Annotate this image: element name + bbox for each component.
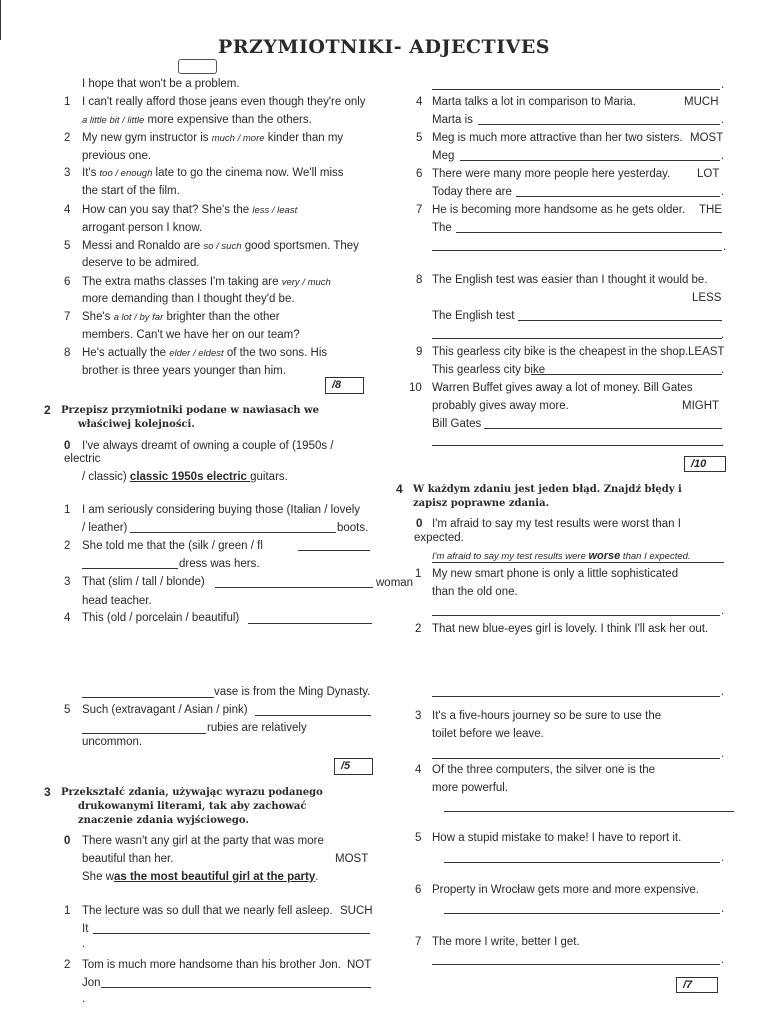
ex3-line: Today there are bbox=[432, 186, 512, 198]
answer-line[interactable] bbox=[432, 89, 720, 90]
ex3-key: MUCH bbox=[684, 96, 719, 108]
ex2-num-5: 5 bbox=[64, 704, 71, 716]
ex4-line: Of the three computers, the silver one is the bbox=[432, 764, 656, 776]
answer-line[interactable] bbox=[432, 338, 722, 339]
ex1-num-4: 4 bbox=[64, 204, 71, 216]
ex4-example-answer: I'm afraid to say my test results were worse than I expected. bbox=[432, 550, 691, 562]
answer-line[interactable] bbox=[444, 862, 720, 863]
ex1-num-1: 1 bbox=[64, 96, 71, 108]
ex2-example-line: I've always dreamt of owning a couple of (1950s / bbox=[82, 440, 334, 452]
ex3-num-2: 2 bbox=[64, 959, 71, 971]
ex1-line: the start of the film. bbox=[82, 185, 180, 197]
ex4-num-5: 5 bbox=[415, 832, 422, 844]
ex1-line: It's too / enough late to go the cinema now. We'll miss bbox=[82, 167, 344, 179]
answer-line[interactable] bbox=[432, 615, 720, 616]
ex3-example-key: MOST bbox=[335, 853, 369, 865]
ex1-line: The extra maths classes I'm taking are very / much bbox=[82, 276, 331, 288]
ex1-num-8: 8 bbox=[64, 347, 71, 359]
ex1-line: a little bit / little more expensive than the others. bbox=[82, 114, 312, 126]
ex3-num-10: 10 bbox=[409, 382, 422, 394]
ex3-line: This gearless city bike bbox=[432, 364, 546, 376]
ex2-num-2: 2 bbox=[64, 540, 71, 552]
ex2-number: 2 bbox=[44, 403, 51, 417]
ex3-line: The lecture was so dull that we nearly fell asleep. bbox=[82, 905, 333, 917]
ex3-key: LEAST bbox=[688, 346, 725, 358]
ex4-num-6: 6 bbox=[415, 884, 422, 896]
answer-line[interactable] bbox=[432, 445, 722, 446]
ex4-line: than the old one. bbox=[432, 586, 518, 598]
ex4-num-4: 4 bbox=[415, 764, 422, 776]
answer-line[interactable] bbox=[130, 532, 336, 533]
answer-line[interactable] bbox=[255, 715, 371, 716]
answer-line[interactable] bbox=[93, 933, 370, 934]
ex3-example-line: She was the most beautiful girl at the party. bbox=[82, 871, 319, 883]
answer-line[interactable] bbox=[298, 550, 370, 551]
ex2-line: / leather) bbox=[82, 522, 128, 534]
ex3-end: . bbox=[721, 114, 725, 126]
ex2-num-1: 1 bbox=[64, 504, 71, 516]
ex4-line: My new smart phone is only a little sophisticated bbox=[432, 568, 679, 580]
ex1-num-6: 6 bbox=[64, 276, 71, 288]
ex3-example-line: There wasn't any girl at the party that was more bbox=[82, 835, 324, 847]
ex2-line: She told me that the (silk / green / fl bbox=[82, 540, 263, 552]
answer-line[interactable] bbox=[444, 811, 734, 812]
ex3-line: probably gives away more. bbox=[432, 400, 569, 412]
ex3-example-num: 0 bbox=[64, 835, 71, 847]
ex2-line: boots. bbox=[337, 522, 369, 534]
ex1-choice[interactable]: less / least bbox=[252, 205, 298, 216]
ex3-end: . bbox=[721, 186, 725, 198]
ex4-line: toilet before we leave. bbox=[432, 728, 544, 740]
ex3-end: . bbox=[721, 364, 725, 376]
ex4-end: . bbox=[721, 605, 725, 617]
ex1-line: He's actually the elder / eldest of the two sons. His bbox=[82, 347, 328, 359]
ex2-instruction: właściwej kolejności. bbox=[78, 419, 195, 430]
ex3-end: . bbox=[82, 938, 86, 950]
ex1-line: arrogant person I know. bbox=[82, 222, 203, 234]
ex3-end: . bbox=[723, 241, 727, 253]
ex1-choice[interactable]: so / such bbox=[203, 241, 242, 252]
ex4-line: It's a five-hours journey so be sure to use the bbox=[432, 710, 662, 722]
blank-box bbox=[178, 59, 217, 74]
answer-line[interactable] bbox=[432, 696, 720, 697]
ex2-example-answer: classic 1950s electric bbox=[129, 471, 251, 483]
ex3-line: The bbox=[432, 222, 452, 234]
ex1-line: How can you say that? She's the less / least bbox=[82, 204, 298, 216]
ex3-num-6: 6 bbox=[416, 168, 423, 180]
ex3-line: Jon bbox=[82, 977, 101, 989]
ex1-line: members. Can't we have her on our team? bbox=[82, 329, 300, 341]
ex3-end: . bbox=[82, 993, 86, 1005]
answer-line[interactable] bbox=[432, 964, 720, 965]
answer-line[interactable] bbox=[484, 428, 722, 429]
answer-line[interactable] bbox=[82, 697, 214, 698]
page-title: PRZYMIOTNIKI- ADJECTIVES bbox=[217, 36, 551, 58]
answer-line[interactable] bbox=[432, 758, 720, 759]
answer-line[interactable] bbox=[82, 733, 206, 734]
ex4-number: 4 bbox=[396, 482, 403, 496]
ex3-num-5: 5 bbox=[416, 132, 423, 144]
answer-line bbox=[432, 562, 724, 563]
answer-line[interactable] bbox=[478, 124, 720, 125]
ex1-num-3: 3 bbox=[64, 167, 71, 179]
ex3-num-8: 8 bbox=[416, 274, 423, 286]
ex4-line: Property in Wrocław gets more and more expensive. bbox=[432, 884, 699, 896]
ex2-line: vase is from the Ming Dynasty. bbox=[214, 686, 371, 698]
ex2-num-4: 4 bbox=[64, 612, 71, 624]
ex4-example-num: 0 bbox=[416, 518, 423, 530]
ex1-line: She's a lot / by far brighter than the other bbox=[82, 311, 280, 323]
ex2-example-num: 0 bbox=[64, 440, 71, 452]
ex3-num-1: 1 bbox=[64, 905, 71, 917]
ex3-key: SUCH bbox=[340, 905, 373, 917]
ex3-key: MIGHT bbox=[682, 400, 720, 412]
ex3-line: Marta talks a lot in comparison to Maria. bbox=[432, 96, 636, 108]
ex4-num-1: 1 bbox=[415, 568, 422, 580]
ex2-score-box: /5 bbox=[334, 758, 373, 775]
ex1-line: Messi and Ronaldo are so / such good sportsmen. They bbox=[82, 240, 359, 252]
ex2-line: head teacher. bbox=[82, 595, 152, 607]
ex3-end: . bbox=[721, 437, 725, 449]
ex4-line: more powerful. bbox=[432, 782, 509, 794]
ex1-num-5: 5 bbox=[64, 240, 71, 252]
ex4-end: . bbox=[721, 954, 725, 966]
ex3-line: The English test bbox=[432, 310, 515, 322]
ex3-line: Warren Buffet gives away a lot of money. Bill Gates bbox=[432, 382, 693, 394]
ex3-score-box: /10 bbox=[684, 456, 726, 472]
ex2-line: That (slim / tall / blonde) bbox=[82, 576, 205, 588]
ex3-instruction: drukowanymi literami, tak aby zachować bbox=[78, 801, 307, 812]
ex4-line: The more I write, better I get. bbox=[432, 936, 580, 948]
ex2-num-3: 3 bbox=[64, 576, 71, 588]
ex2-line: woman bbox=[376, 577, 414, 589]
ex3-key: LESS bbox=[692, 292, 722, 304]
ex3-line: Marta is bbox=[432, 114, 473, 126]
answer-line[interactable] bbox=[101, 987, 371, 988]
answer-line[interactable] bbox=[444, 913, 720, 914]
ex1-choice[interactable]: very / much bbox=[281, 277, 331, 288]
ex3-instruction: Przekształć zdania, używając wyrazu podanego bbox=[61, 787, 323, 798]
ex2-example-line: / classic) classic 1950s electric guitars. bbox=[82, 471, 288, 483]
ex2-line: rubies are relatively bbox=[207, 722, 307, 734]
ex3-num-9: 9 bbox=[416, 346, 423, 358]
ex2-line: dress was hers. bbox=[179, 558, 260, 570]
answer-line[interactable] bbox=[215, 587, 373, 588]
ex4-num-3: 3 bbox=[415, 710, 422, 722]
answer-line[interactable] bbox=[456, 232, 722, 233]
ex4-end: . bbox=[721, 686, 725, 698]
ex3-instruction: znaczenie zdania wyjściowego. bbox=[78, 815, 249, 826]
answer-line[interactable] bbox=[248, 623, 372, 624]
answer-line[interactable] bbox=[516, 196, 720, 197]
page-binding-mark bbox=[0, 0, 4, 40]
ex1-num-2: 2 bbox=[64, 132, 71, 144]
ex1-choice[interactable]: a little bit / little bbox=[82, 115, 145, 126]
ex2-line: Such (extravagant / Asian / pink) bbox=[82, 704, 248, 716]
ex4-line: That new blue-eyes girl is lovely. I think I'll ask her out. bbox=[432, 623, 709, 635]
ex3-line: The English test was easier than I thought it would be. bbox=[432, 274, 708, 286]
ex1-example: I hope that won't be a problem. bbox=[82, 78, 240, 90]
ex2-line: I am seriously considering buying those (Italian / lovely bbox=[82, 504, 361, 516]
ex4-line: How a stupid mistake to make! I have to report it. bbox=[432, 832, 682, 844]
ex2-instruction: Przepisz przymiotniki podane w nawiasach we bbox=[61, 405, 320, 416]
ex2-example-line: electric bbox=[64, 453, 101, 465]
ex1-line: brother is three years younger than him. bbox=[82, 365, 286, 377]
ex1-choice[interactable]: a lot / by far bbox=[113, 312, 164, 323]
ex3-line: Meg bbox=[432, 150, 455, 162]
ex3-end: . bbox=[721, 79, 725, 91]
ex3-line: He is becoming more handsome as he gets older. bbox=[432, 204, 686, 216]
ex3-example-line: beautiful than her. bbox=[82, 853, 174, 865]
ex3-line: This gearless city bike is the cheapest in the shop. bbox=[432, 346, 689, 358]
ex3-line: Tom is much more handsome than his brother Jon. bbox=[82, 959, 341, 971]
answer-line[interactable] bbox=[531, 374, 722, 375]
ex4-instruction: zapisz poprawne zdania. bbox=[413, 498, 550, 509]
ex3-key: NOT bbox=[347, 959, 372, 971]
ex3-line: Meg is much more attractive than her two sisters. bbox=[432, 132, 683, 144]
ex3-end: . bbox=[721, 329, 725, 341]
ex1-score-box: /8 bbox=[325, 377, 364, 394]
ex1-line: more demanding than I thought they'd be. bbox=[82, 293, 295, 305]
answer-line[interactable] bbox=[518, 320, 722, 321]
ex1-line: deserve to be admired. bbox=[82, 257, 200, 269]
ex3-line: Bill Gates bbox=[432, 418, 482, 430]
ex3-end: . bbox=[721, 150, 725, 162]
ex4-num-2: 2 bbox=[415, 623, 422, 635]
ex3-line: There were many more people here yesterday. bbox=[432, 168, 671, 180]
ex1-line: I can't really afford those jeans even though they're only bbox=[82, 96, 366, 108]
ex3-num-4: 4 bbox=[416, 96, 423, 108]
ex4-score-box: /7 bbox=[676, 977, 718, 993]
ex1-choice[interactable]: elder / eldest bbox=[169, 348, 224, 359]
ex3-key: LOT bbox=[697, 168, 720, 180]
ex3-number: 3 bbox=[44, 785, 51, 799]
ex4-end: . bbox=[721, 852, 725, 864]
ex3-key: THE bbox=[699, 204, 722, 216]
ex4-example-line: I'm afraid to say my test results were worst than I bbox=[432, 518, 681, 530]
ex4-instruction: W każdym zdaniu jest jeden błąd. Znajdź błędy i bbox=[413, 484, 682, 495]
ex2-line: uncommon. bbox=[82, 736, 143, 748]
ex1-line: previous one. bbox=[82, 150, 152, 162]
ex1-choice[interactable]: much / more bbox=[211, 133, 265, 144]
ex3-example-answer: as the most beautiful girl at the party bbox=[113, 871, 316, 883]
ex1-num-7: 7 bbox=[64, 311, 71, 323]
ex4-example-line: expected. bbox=[414, 532, 464, 544]
ex1-choice[interactable]: too / enough bbox=[99, 168, 153, 179]
ex3-num-7: 7 bbox=[416, 204, 423, 216]
ex3-line: It bbox=[82, 923, 89, 935]
ex4-end: . bbox=[721, 748, 725, 760]
ex4-num-7: 7 bbox=[415, 936, 422, 948]
answer-line[interactable] bbox=[82, 568, 178, 569]
answer-line[interactable] bbox=[460, 160, 720, 161]
ex3-key: MOST bbox=[690, 132, 724, 144]
ex1-line: My new gym instructor is much / more kinder than my bbox=[82, 132, 344, 144]
ex4-end: . bbox=[721, 903, 725, 915]
answer-line[interactable] bbox=[432, 250, 722, 251]
ex2-line: This (old / porcelain / beautiful) bbox=[82, 612, 240, 624]
